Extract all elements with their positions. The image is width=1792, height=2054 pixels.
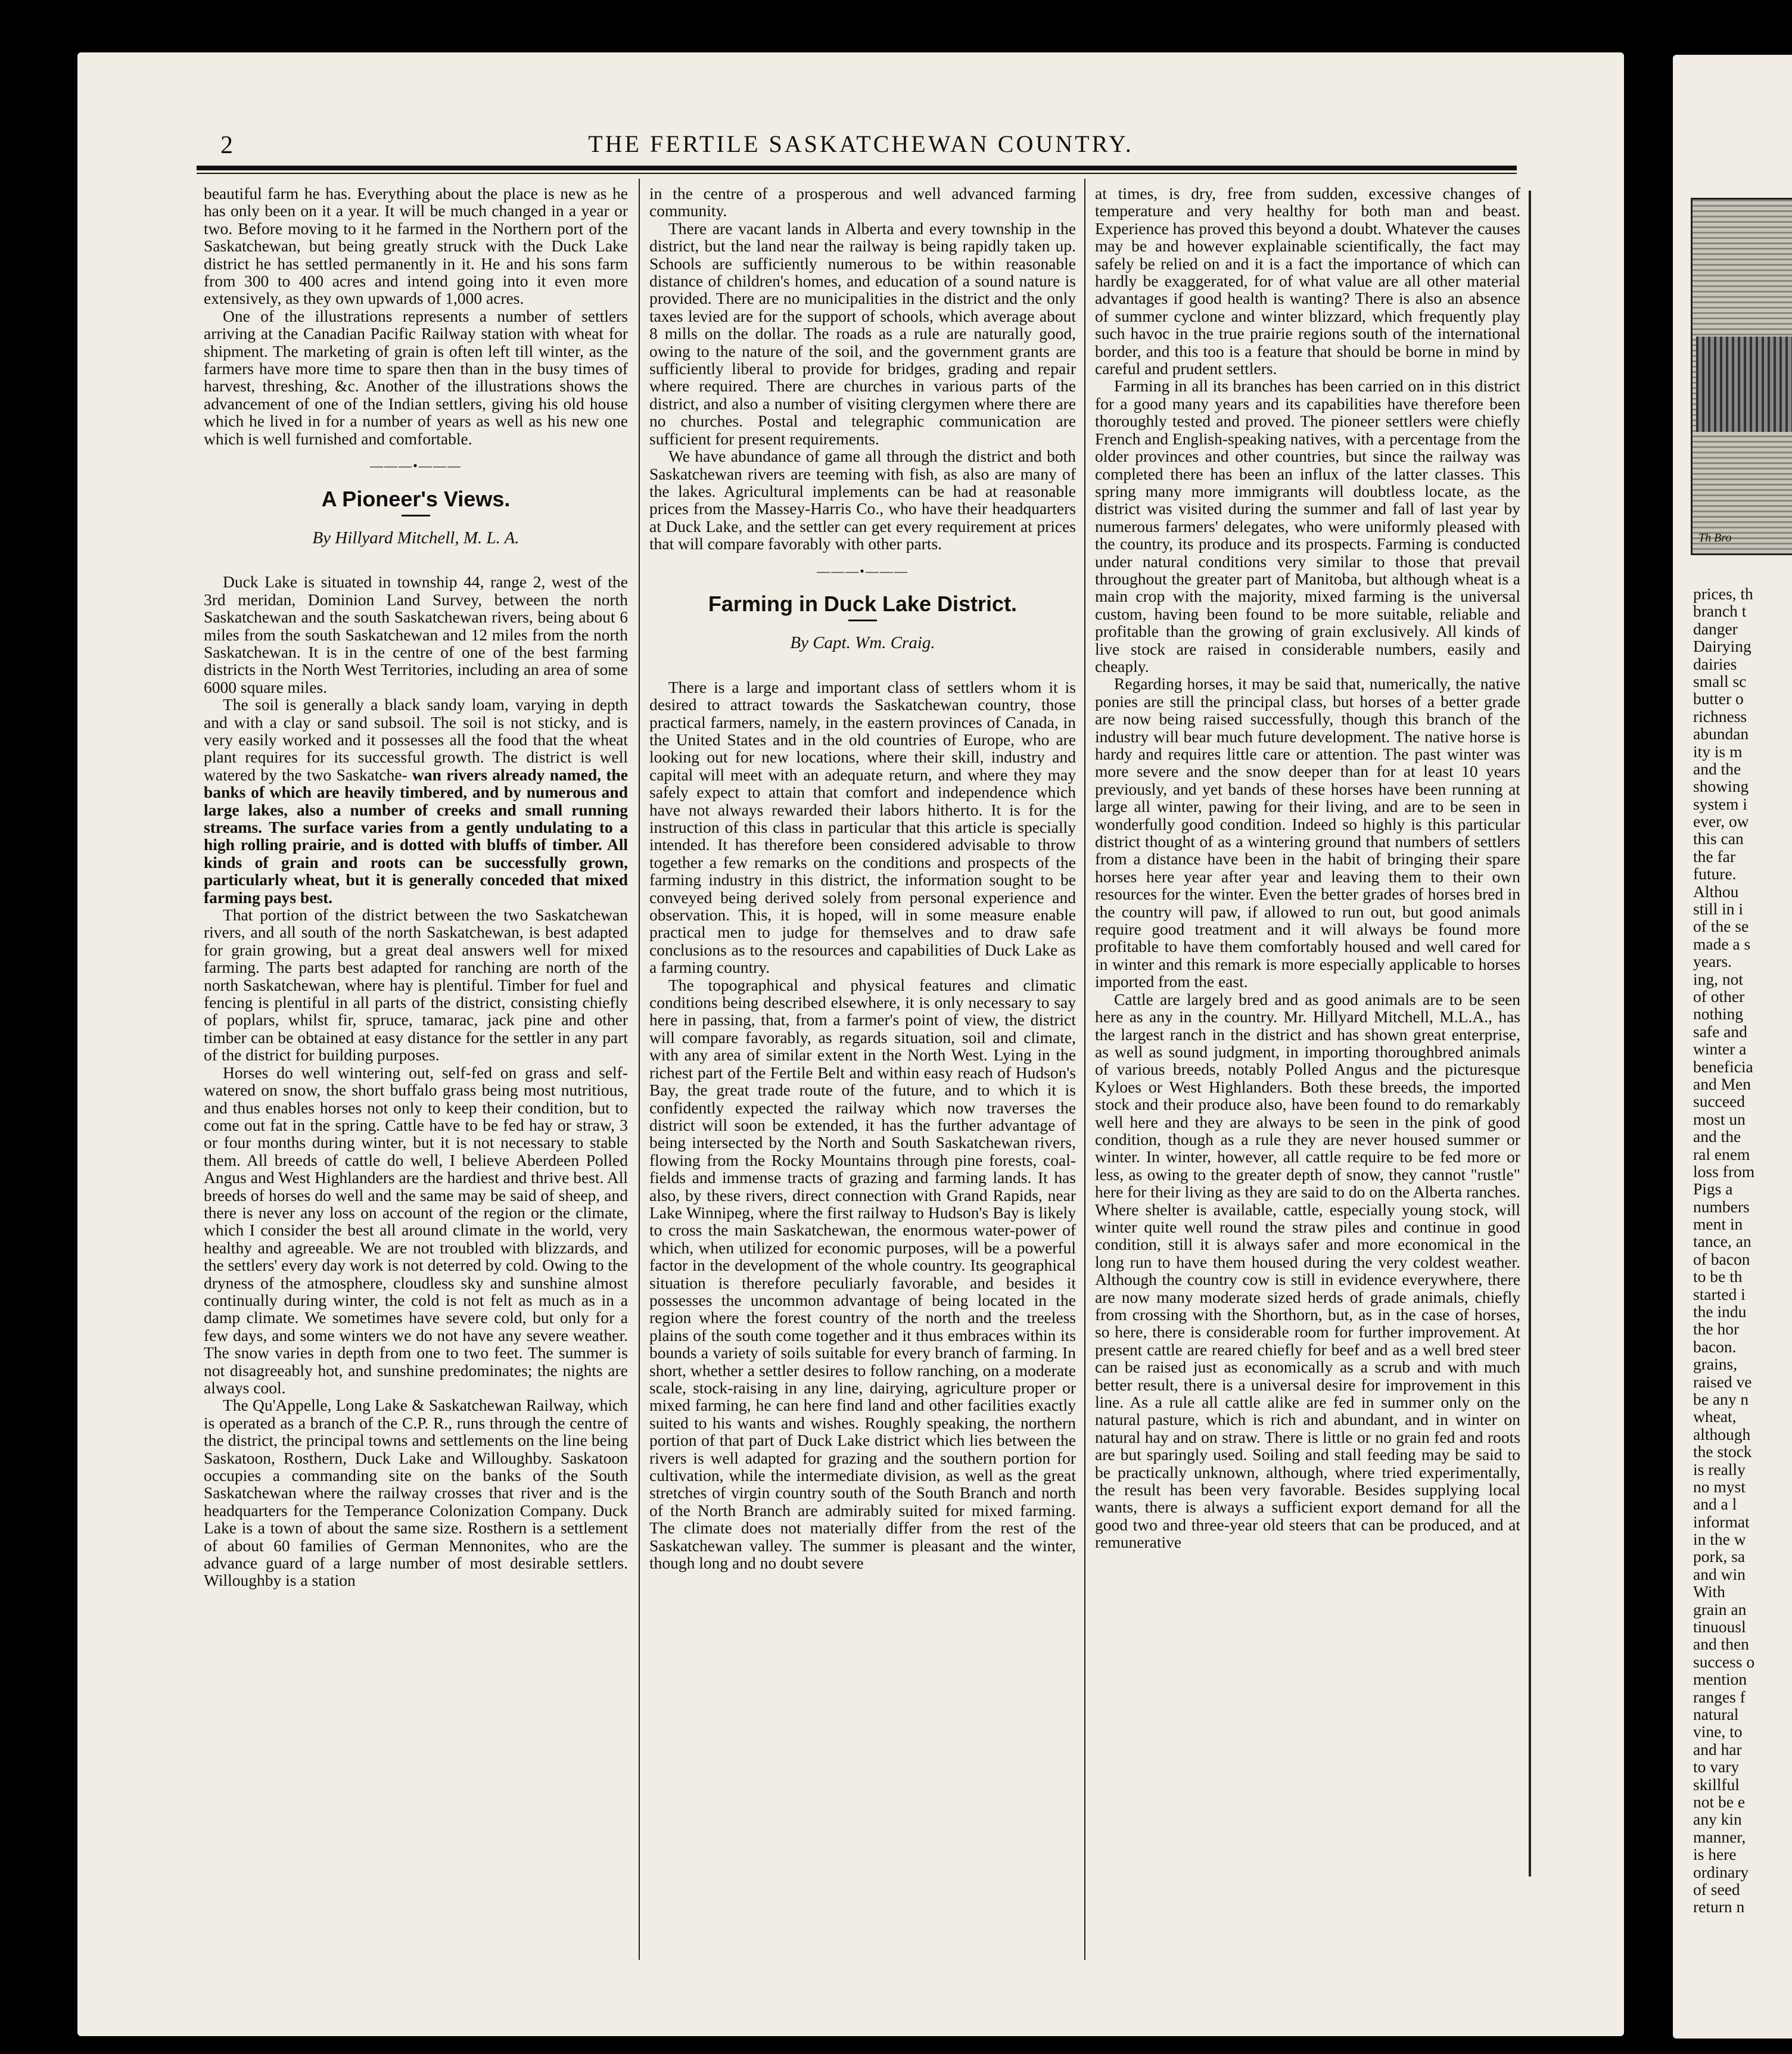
text-line: ordinary: [1693, 1862, 1749, 1881]
section-separator: ———•———: [817, 563, 909, 578]
bold-text: wan rivers already named, the banks of which are heavily timbered, and by numerous and large lakes, also a number of creeks and small running streams. The surface varies from a gently undulating to a high rolling prairie, and is dotted with bluffs of timber. All kinds of grain and roots can be successfully grown, particularly wheat, but it is generally conceded that mixed farming pays best.: [204, 765, 628, 907]
text-line: showing: [1693, 777, 1749, 796]
text-line: Althou: [1693, 882, 1739, 901]
page-header: [197, 113, 1525, 173]
text-line: no myst: [1693, 1477, 1746, 1496]
text-line: of other: [1693, 986, 1745, 1006]
page-number: 2: [220, 132, 233, 159]
illustration-caption: Th Bro: [1698, 531, 1732, 544]
section-separator: ———•———: [370, 458, 462, 474]
text-line: years.: [1693, 952, 1732, 971]
text-line: natural: [1693, 1705, 1739, 1723]
text-line: bacon.: [1693, 1337, 1737, 1356]
paragraph: [204, 696, 628, 906]
text-line: tance, an: [1693, 1232, 1751, 1251]
text-line: although: [1693, 1424, 1751, 1443]
text-line: grain an: [1693, 1599, 1747, 1619]
column-rule: [639, 179, 640, 1960]
text-line: informat: [1693, 1512, 1750, 1531]
text-line: ral enem: [1693, 1144, 1750, 1163]
text-line: be any n: [1693, 1389, 1749, 1408]
text-line: and the: [1693, 759, 1741, 778]
text-line: and win: [1693, 1564, 1746, 1583]
text-line: return n: [1693, 1897, 1745, 1916]
paragraph: Horses do well wintering out, self-fed on grass and self-watered on snow, the short buffalo grass being most nutritious, and thus enables horses not only to keep their condition, but to come out fat in the spring. Cattle have to be fed hay or straw, 3 or four months during winter, but it is not necessary to stable them. All breeds of cattle do well, I believe Aberdeen Polled Angus and West Highlanders are the hardiest and thrive best. All breeds of horses do well and the same may be said of sheep, and there is never any loss on account of the region or the climate, which I consider the best all around climate in the world, very healthy and agreeable. We are not troubled with blizzards, and the settlers' every day work is not deterred by cold. Owing to the dryness of the atmosphere, cloudless sky and sunshine almost continually during winter, the cold is not felt as much as in a damp climate. We sometimes have severe cold, but only for a few days, and some winters we do not have any severe weather. The snow varies in depth from one to two feet. The summer is not disagreeably hot, and sunshine predominates; the nights are always cool.: [204, 1063, 628, 1397]
column-2: [649, 185, 1076, 1571]
paragraph: at times, is dry, free from sudden, excessive changes of temperature and very healthy for both man and beast. Experience has proved this beyond a doubt. Whatever the causes may be and however explainable scientifically, the fact may safely be relied on and it is a fact the importance of which can hardly be exaggerated, for of what value are all other material advantages if good health is wanting? There is also an absence of summer cyclone and winter blizzard, which frequently play such havoc in the true prairie regions south of the international border, and this too is a feature that should be borne in mind by careful and prudent settlers.: [1095, 184, 1520, 378]
column-4-partial: [1693, 585, 1792, 1916]
text-line: danger: [1693, 619, 1738, 638]
paragraph: The topographical and physical features and climatic conditions being described elsewhere, it is only necessary to say here in passing, that, from a farmer's point of view, the district will compare favorably, as regards situation, soil and climate, with any area of similar extent in the North West. Lying in the richest part of the Fertile Belt and within easy reach of Hudson's Bay, the great trade route of the future, and to which it is confidently expected the railway which now traverses the district will soon be extended, it has the further advantage of being intersected by the North and South Saskatchewan rivers, flowing from the Rocky Mountains through pine forests, coal-fields and immense tracts of grazing and farming lands. It has also, by these rivers, direct connection with Grand Rapids, near Lake Winnipeg, where the first railway to Hudson's Bay is likely to cross the main Saskatchewan, the enormous water-power of which, when utilized for economic purposes, will be a powerful factor in the development of the whole country. Its geographical situation is therefore peculiarly favorable, and besides it possesses the uncommon advantage of being located in the region where the forest country of the north and the treeless plains of the south come together and it thus embraces within its bounds a variety of soils suitable for every branch of farming. In short, whether a settler desires to follow ranching, on a moderate scale, stock-raising in any line, dairying, agriculture proper or mixed farming, he can here find land and other facilities exactly suited to his wants and wishes. Roughly speaking, the northern portion of that part of Duck Lake district which lies between the rivers is well adapted for grazing and the southern portion for cultivation, while the intermediate division, as well as the great stretches of virgin country south of the South Branch and north of the North Branch are admirably suited for mixed farming. The climate does not materially differ from the rest of the Saskatchewan valley. The summer is pleasant and the winter, though long and no doubt severe: [649, 975, 1076, 1573]
text-line: ment in: [1693, 1215, 1743, 1234]
text-line: winter a: [1693, 1040, 1747, 1059]
paragraph: Cattle are largely bred and as good animals are to be seen here as any in the country. Mr. Hillyard Mitchell, M.L.A., has the largest ranch in the district and has shown great enterprise, as well as sound judgment, in importing thoroughbred animals of various breeds, notably Polled Angus and the picturesque Kyloes or West Highlanders. Both these breeds, the imported stock and their produce also, have been found to do remarkably well here and they are always to be seen in the pink of good condition, though as a rule they are never housed summer or winter. In winter, however, all cattle require to be fed more or less, as owing to the greater depth of snow, they cannot "rustle" here for their living as they are said to do on the Alberta ranches. Where shelter is available, cattle, especially young stock, will winter quite well round the straw piles and continue in good condition, still it is always safer and more economical in the long run to have them housed during the very coldest weather. Although the country cow is still in evidence everywhere, there are now many moderate sized herds of grade animals, chiefly from crossing with the Shorthorn, but, as in the case of horses, so here, there is considerable room for further improvement. At present cattle are reared chiefly for beef and as a well bred steer can be raised just as economically as a scrub and with much better result, there is a universal desire for improvement in this line. As a rule all cattle alike are fed in summer only on the natural pasture, which is rich and abundant, and in winter on natural hay and on straw. There is little or no grain fed and roots are but sparingly used. Soiling and stall feeding may be said to be practically unknown, although, where tried experimentally, the result has been very favorable. Besides supplying local wants, there is always a sufficient export demand for all the good two and three-year old steers that can be produced, and at remunerative: [1095, 989, 1520, 1552]
text-line: started i: [1693, 1284, 1746, 1303]
text-line: branch t: [1693, 602, 1747, 621]
paragraph-text: The soil is generally a black sandy loam, varying in depth and with a clay or sand subsoil. The soil is not sticky, and is very easily worked and it possesses all the food that the wheat plant requires for its successful growth. The district is well watered by the two Saskatche-: [204, 695, 628, 784]
text-line: made a s: [1693, 934, 1751, 953]
column-3: [1095, 185, 1520, 1551]
paragraph: We have abundance of game all through the district and both Saskatchewan rivers are teeming with fish, as also are many of the lakes. Agricultural implements can be had at reasonable prices from the Massey-Harris Co., who have their headquarters at Duck Lake, and the settler can get every requirement at prices that will compare favorably with other parts.: [649, 447, 1076, 553]
text-line: grains,: [1693, 1355, 1738, 1374]
text-line: the stock: [1693, 1442, 1752, 1461]
illustration-detail: [1696, 337, 1792, 432]
paragraph: The Qu'Appelle, Long Lake & Saskatchewan Railway, which is operated as a branch of the C.P. R., runs through the centre of the district, the principal towns and settlements on the line being Saskatoon, Rosthern, Duck Lake and Willoughby. Saskatoon occupies a commanding site on the banks of the South Saskatchewan where the railway crosses that river and is the headquarters for the Temperance Colonization Company. Duck Lake is a town of about the same size. Rosthern is a settlement of about 60 families of German Mennonites, who are the advance guard of a large number of most desirable settlers. Willoughby is a station: [204, 1396, 628, 1590]
text-line: any kin: [1693, 1810, 1742, 1829]
text-line: abundan: [1693, 724, 1749, 743]
text-line: prices, th: [1693, 585, 1753, 603]
text-line: mention: [1693, 1670, 1747, 1689]
text-line: the far: [1693, 847, 1735, 866]
text-line: and the: [1693, 1127, 1741, 1146]
page-title: THE FERTILE SASKATCHEWAN COUNTRY.: [588, 130, 1134, 157]
text-line: future.: [1693, 864, 1737, 883]
text-line: is here: [1693, 1845, 1737, 1864]
text-line: richness: [1693, 707, 1747, 726]
text-line: vine, to: [1693, 1722, 1743, 1741]
text-line: to be th: [1693, 1267, 1743, 1286]
illustration-image: [1691, 198, 1792, 555]
heading-dash: [848, 620, 877, 621]
text-line: loss from: [1693, 1162, 1755, 1181]
text-line: success o: [1693, 1652, 1755, 1671]
text-line: skillful: [1693, 1775, 1740, 1794]
article-heading: A Pioneer's Views.: [321, 486, 511, 511]
text-line: safe and: [1693, 1022, 1747, 1041]
paragraph: beautiful farm he has. Everything about the place is new as he has only been on it a year. It will be much changed in a year or two. Before moving to it he farmed in the Northern port of the Saskatchewan, but being greatly struck with the Duck Lake district he has settled permanently in it. He and his sons farm from 300 to 400 acres and intend going into it even more extensively, as they own upwards of 1,000 acres.: [204, 184, 628, 308]
paragraph: Regarding horses, it may be said that, numerically, the native ponies are still the principal class, but horses of a better grade are now being raised successfully, though this branch of the industry will bear much future development. The native horse is hardy and requires little care or attention. The past winter was more severe and the snow deeper than for at least 10 years previously, and yet bands of these horses have been running at large all winter, pawing for their living, and are to be seen in wonderfully good condition. Indeed so highly is this particular district thought of as a wintering ground that numbers of settlers from a distance have been in the habit of bringing their spare horses here year after year and leaving them to their own resources for the winter. Even the better grades of horses bred in the country will paw, if allowed to run out, but good animals require good treatment and it will always be found more profitable to have them comfortably housed and well cared for in winter and this remark is more especially applicable to horses imported from the east.: [1095, 674, 1520, 991]
text-line: in the w: [1693, 1530, 1746, 1549]
text-line: this can: [1693, 829, 1744, 848]
text-line: and har: [1693, 1739, 1742, 1759]
paragraph: There are vacant lands in Alberta and every township in the district, but the land near the railway is being rapidly taken up. Schools are sufficiently numerous to be within reasonable distance of children's homes, and education of a sound nature is provided. There are no municipalities in the district and the only taxes levied are for the support of schools, which average about 8 mills on the dollar. The roads as a rule are naturally good, owing to the nature of the soil, and the government grants are sufficiently liberal to provide for bridges, grading and repair where required. There are churches in various parts of the district, and also a number of visiting clergymen where there are no churches. Postal and telegraphic communication are sufficient for present requirements.: [649, 219, 1076, 448]
text-line: butter o: [1693, 689, 1744, 708]
text-line: manner,: [1693, 1827, 1746, 1846]
text-line: pork, sa: [1693, 1547, 1746, 1566]
text-line: raised ve: [1693, 1372, 1752, 1391]
text-line: to vary: [1693, 1757, 1740, 1776]
text-line: small sc: [1693, 671, 1747, 690]
article-byline: By Capt. Wm. Craig.: [790, 633, 935, 653]
paragraph: There is a large and important class of settlers whom it is desired to attract towards the Saskatchewan country, those practical farmers, namely, in the eastern provinces of Canada, in the United States and in the old countries of Europe, who are looking out for new locations, where their skill, industry and capital will meet with an adequate return, and where they may safely expect to attain that comfort and independence which have not always rewarded their labors hitherto. It is for the instruction of this class in particular that this article is specially intended. It has therefore been considered advisable to throw together a few remarks on the conditions and prospects of the farming industry in this district, the information sought to be conveyed being derived solely from personal experience and observation. This, it is hoped, will in some measure enable practical men to judge for themselves and to draw safe conclusions as to the resources and capabilities of Duck Lake as a farming country.: [649, 677, 1076, 977]
text-line: most un: [1693, 1109, 1746, 1128]
header-rule: [197, 166, 1517, 170]
text-line: Pigs a: [1693, 1180, 1733, 1199]
text-line: not be e: [1693, 1792, 1746, 1811]
paragraph: in the centre of a prosperous and well advanced farming community.: [649, 184, 1076, 220]
text-line: ranges f: [1693, 1687, 1746, 1706]
text-line: beneficia: [1693, 1057, 1753, 1076]
text-line: wheat,: [1693, 1407, 1737, 1426]
text-line: system i: [1693, 794, 1747, 813]
text-line: tinuousl: [1693, 1617, 1746, 1636]
paragraph: That portion of the district between the two Saskatchewan rivers, and all south of the north Saskatchewan, is best adapted for grain growing, but a great deal answers well for mixed farming. The parts best adapted for ranching are north of the north Saskatchewan, where hay is plentiful. Timber for fuel and fencing is plentiful in all parts of the district, consisting chiefly of poplars, whilst fir, spruce, tamarac, jack pine and other timber can be obtained at easy distance for the settler in any part of the district for building purposes.: [204, 905, 628, 1065]
text-line: With: [1693, 1582, 1725, 1601]
text-line: and a l: [1693, 1495, 1737, 1514]
text-line: ever, ow: [1693, 812, 1749, 831]
article-heading: Farming in Duck Lake District.: [708, 591, 1018, 616]
text-line: ity is m: [1693, 742, 1743, 761]
text-line: still in i: [1693, 900, 1744, 919]
column-1: [204, 185, 628, 1589]
paragraph: One of the illustrations represents a number of settlers arriving at the Canadian Pacific Railway station with wheat for shipment. The marketing of grain is often left till winter, as the farmers have more time to spare then than in the busy times of harvest, threshing, &c. Another of the illustrations shows the advancement of one of the Indian settlers, giving his old house which he lived in for a number of years as well as his new one which is well furnished and comfortable.: [204, 306, 628, 448]
text-line: nothing: [1693, 1004, 1744, 1023]
text-line: the hor: [1693, 1319, 1740, 1339]
text-line: and Men: [1693, 1074, 1751, 1093]
text-line: of the se: [1693, 917, 1749, 936]
text-line: dairies: [1693, 654, 1737, 673]
column-rule: [1084, 179, 1085, 1960]
header-rule-thin: [197, 173, 1517, 174]
text-line: of seed: [1693, 1879, 1740, 1899]
paragraph: Duck Lake is situated in township 44, range 2, west of the 3rd meridan, Dominion Land Survey, between the north Saskatchewan and the south Saskatchewan rivers, being about 6 miles from the south Saskatchewan and 12 miles from the north Saskatchewan. It is in the centre of one of the best farming districts in the North West Territories, including an area of some 6000 square miles.: [204, 572, 628, 696]
text-line: numbers: [1693, 1197, 1750, 1216]
text-line: the indu: [1693, 1302, 1747, 1321]
paragraph: Farming in all its branches has been carried on in this district for a good many years and its capabilities have therefore been thoroughly tested and proved. The pioneer settlers were chiefly French and English-speaking natives, with a percentage from the older provinces and other countries, but since the railway was completed there has been an influx of the latter classes. This spring many more immigrants will doubtless locate, as the district was visited during the summer and fall of last year by numerous farmers' delegates, who were uniformly pleased with the country, its produce and its prospects. Farming is conducted under natural conditions very similar to those that prevail throughout the greater part of Manitoba, but although wheat is a main crop with the majority, mixed farming is the universal custom, having been found to be more suitable, reliable and profitable than the growing of grain exclusively. All kinds of live stock are raised in considerable numbers, easily and cheaply.: [1095, 376, 1521, 676]
heading-dash: [402, 515, 430, 516]
article-byline: By Hillyard Mitchell, M. L. A.: [312, 528, 519, 547]
text-line: is really: [1693, 1459, 1746, 1479]
text-line: Dairying: [1693, 637, 1751, 656]
text-line: ing, not: [1693, 969, 1744, 988]
column-rule: [1529, 191, 1531, 1876]
text-line: and then: [1693, 1635, 1749, 1654]
text-line: of bacon: [1693, 1249, 1750, 1268]
text-line: succeed: [1693, 1092, 1746, 1111]
